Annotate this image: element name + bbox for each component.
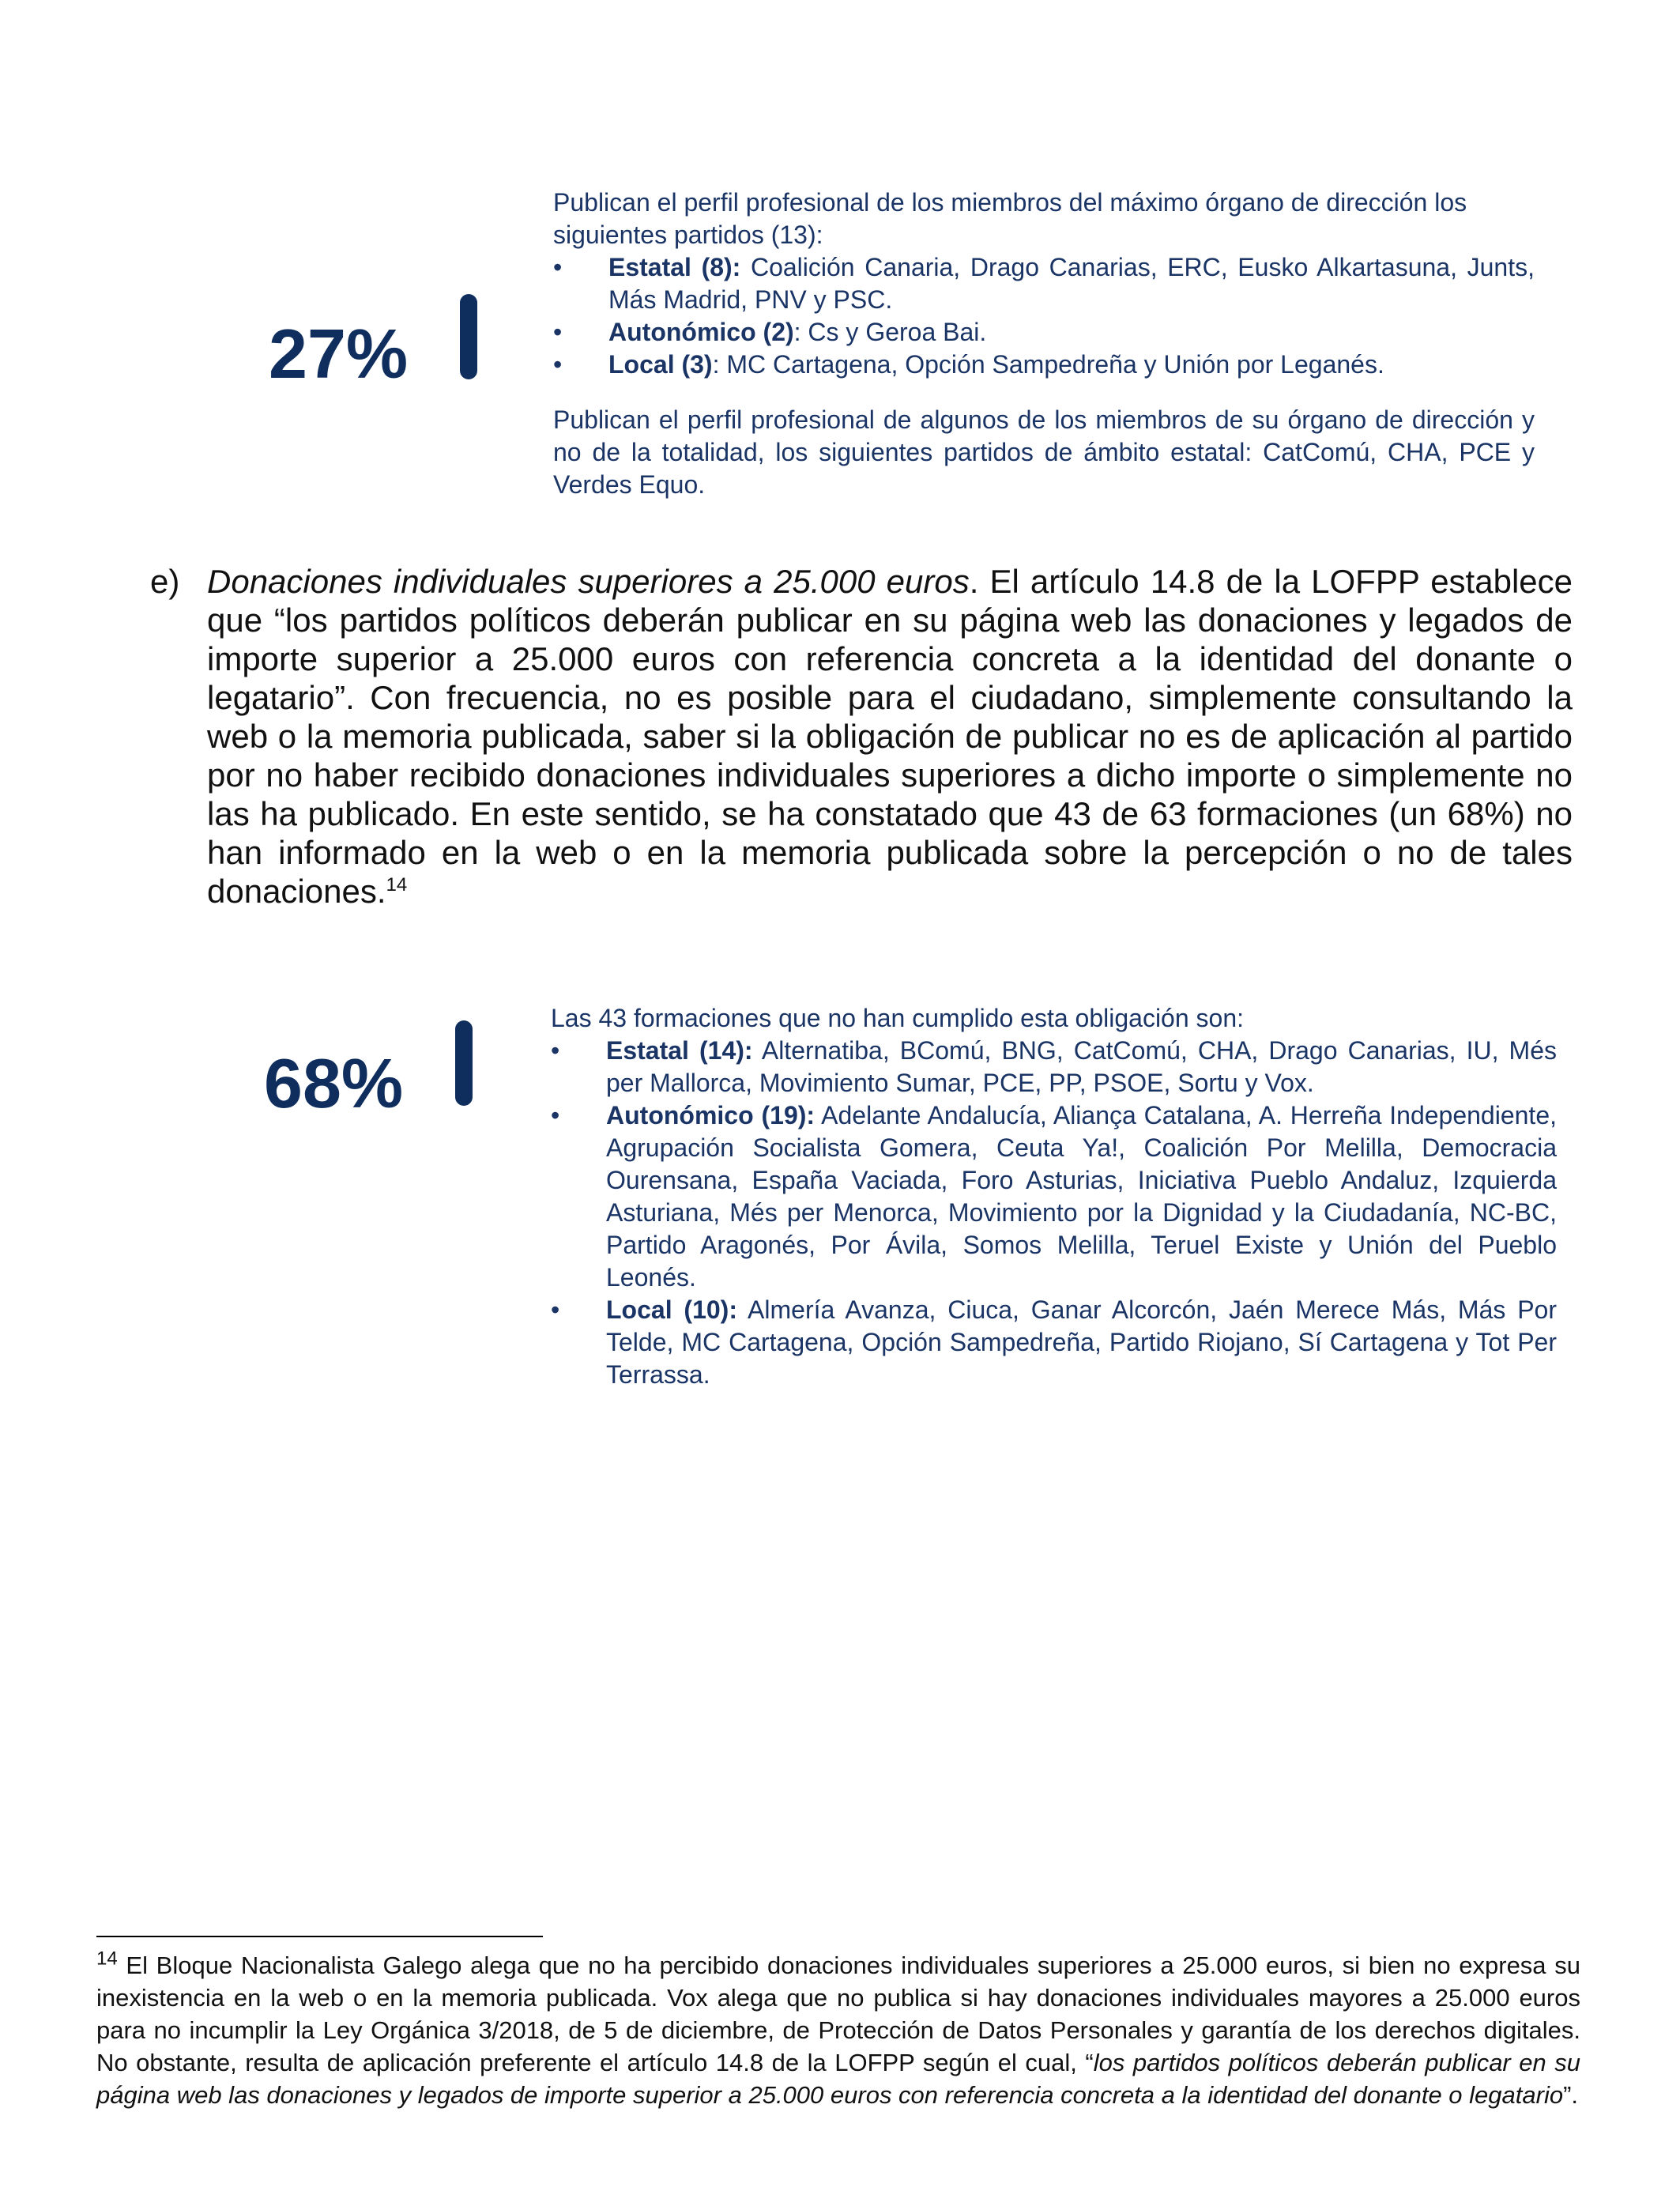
list-item-text: Almería Avanza, Ciuca, Ganar Alcorcón, Jaén Merece Más, Más Por Telde, MC Cartagena, Opción Sampedreña, Partido Riojano, Sí Cartagena y Tot Per Terrassa. — [606, 1295, 1558, 1389]
list-item-label: Local (3) — [608, 350, 713, 379]
indicator-bar-1 — [460, 294, 477, 379]
block2-intro: Las 43 formaciones que no han cumplido esta obligación son: — [551, 1004, 1245, 1032]
list-item-text: : Cs y Geroa Bai. — [793, 318, 987, 346]
list-item-estatal — [551, 1035, 1557, 1099]
list-item-text: Alternatiba, BComú, BNG, CatComú, CHA, Drago Canarias, IU, Més per Mallorca, Movimiento Sumar, PCE, PP, PSOE, Sortu y Vox. — [606, 1036, 1558, 1097]
block1-intro: Publican el perfil profesional de los miembros del máximo órgano de dirección los siguientes partidos (13): — [553, 188, 1467, 249]
footnote — [96, 1949, 1580, 2111]
block1-outro: Publican el perfil profesional de algunos de los miembros de su órgano de dirección y no de la totalidad, los siguientes partidos de ámbito estatal: CatComú, CHA, PCE y Verdes Equo. — [553, 405, 1535, 499]
list-item-label: Autonómico (2) — [608, 318, 794, 346]
percent-27: 27% — [269, 315, 409, 393]
block1-list — [553, 251, 1535, 381]
footnote-quote: los partidos políticos deberán publicar en su página web las donaciones y legados de importe superior a 25.000 euros con referencia concreta a la identidad del donante o legatario — [96, 2049, 1580, 2109]
list-item-local — [551, 1294, 1557, 1391]
block2-text — [551, 1002, 1557, 1391]
section-marker: e) — [150, 563, 180, 600]
list-item-local — [553, 349, 1535, 381]
list-item-text: : MC Cartagena, Opción Sampedreña y Unión por Leganés. — [712, 350, 1384, 379]
list-item-label: Estatal (8): — [608, 253, 741, 281]
footnote-end: ”. — [1563, 2081, 1579, 2109]
footnote-text: El Bloque Nacionalista Galego alega que no ha percibido donaciones individuales superiores a 25.000 euros, si bien no expresa su inexistencia en la web o en la memoria publicada. Vox alega que no publica si hay donaciones individuales mayores a 25.000 euros para no incumplir la Ley Orgánica 3/2018, de 5 de diciembre, de Protección de Datos Personales y garantía de los derechos digitales. No obstante, resulta de aplicación preferente el artículo 14.8 de la LOFPP según el cual, “ — [96, 1952, 1580, 2076]
list-item-text: Adelante Andalucía, Aliança Catalana, A. Herreña Independiente, Agrupación Socialista Gomera, Ceuta Ya!, Coalición Por Melilla, Democracia Ourensana, España Vaciada, Foro Asturias, Iniciativa Pueblo Andaluz, Izquierda Asturiana, Més per Menorca, Movimiento por la Dignidad y la Ciudadanía, NC-BC, Partido Aragonés, Por Ávila, Somos Melilla, Teruel Existe y Unión del Pueblo Leonés. — [606, 1101, 1558, 1292]
list-item-estatal — [553, 251, 1535, 316]
list-item-autonomico — [553, 316, 1535, 349]
footnote-ref[interactable]: 14 — [386, 874, 408, 896]
list-item-label: Autonómico (19): — [606, 1101, 816, 1129]
indicator-bar-2 — [455, 1020, 473, 1106]
block2-list — [551, 1035, 1557, 1391]
list-item-label: Local (10): — [606, 1295, 737, 1324]
list-item-autonomico — [551, 1099, 1557, 1294]
section-title: Donaciones individuales superiores a 25.000 euros — [207, 563, 970, 600]
section-e — [150, 562, 1573, 911]
percent-68: 68% — [264, 1044, 404, 1122]
list-item-text: Coalición Canaria, Drago Canarias, ERC, Eusko Alkartasuna, Junts, Más Madrid, PNV y PSC. — [608, 253, 1535, 314]
section-e-body — [207, 562, 1573, 911]
footnote-divider — [96, 1936, 543, 1937]
section-body-text: . El artículo 14.8 de la LOFPP establece que “los partidos políticos deberán publicar en su página web las donaciones y legados de importe superior a 25.000 euros con referencia concreta a la identidad del donante o legatario”. Con frecuencia, no es posible para el ciudadano, simplemente consultando la web o la memoria publicada, saber si la obligación de publicar no es de aplicación al partido por no haber recibido donaciones individuales superiores a dicho importe o simplemente no las ha publicado. En este sentido, se ha constatado que 43 de 63 formaciones (un 68%) no han informado en la web o en la memoria publicada sobre la percepción o no de tales donaciones. — [207, 563, 1573, 910]
block1-text — [553, 187, 1535, 501]
footnote-number: 14 — [96, 1948, 118, 1970]
list-item-label: Estatal (14): — [606, 1036, 753, 1065]
